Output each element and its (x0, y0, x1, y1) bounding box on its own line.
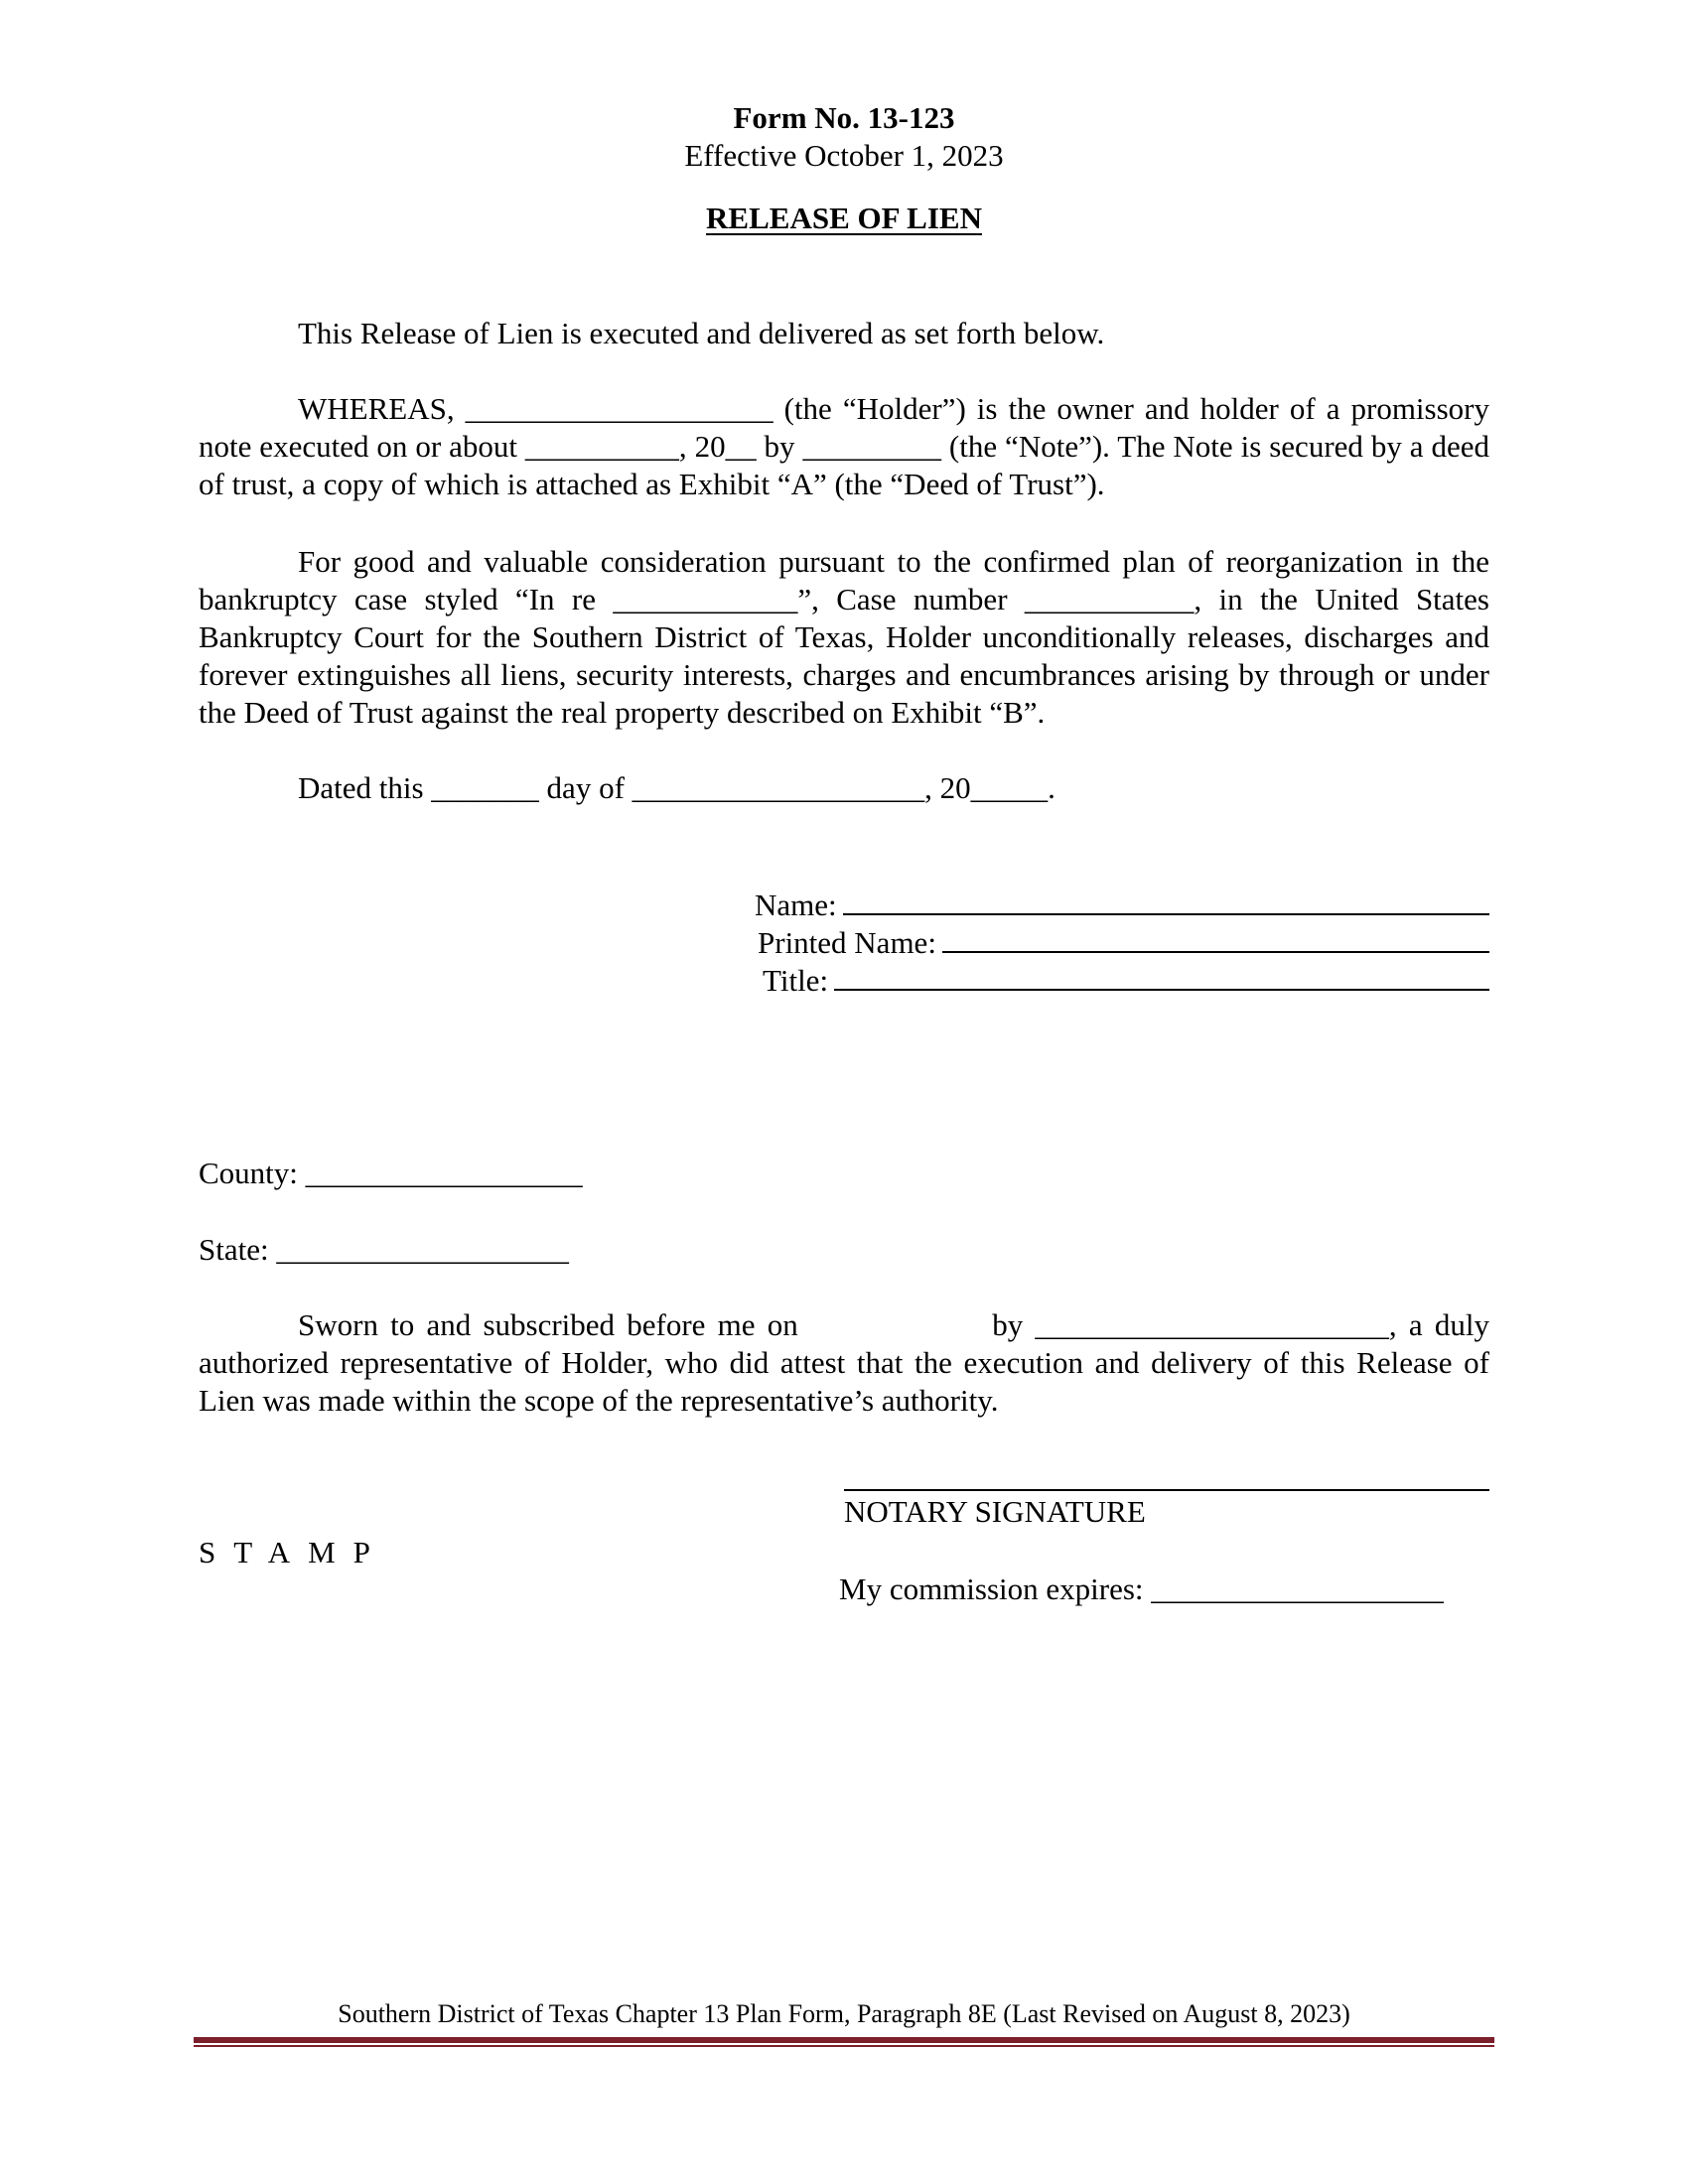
form-number: Form No. 13-123 (733, 100, 955, 135)
footer-rule-thin (194, 2045, 1494, 2047)
printed-name-field[interactable] (942, 925, 1489, 953)
sworn-text: Sworn to and subscribed before me on by _______________________, a duly authorized representative of Holder, who did attest that the execution and delivery of this Release of Lien was made within the scope of the representative’s authority. (199, 1307, 1497, 1418)
dated-text: Dated this _______ day of ___________________, 20_____. (298, 770, 1055, 805)
document-title: RELEASE OF LIEN (706, 201, 982, 235)
notary-signature-label: NOTARY SIGNATURE (844, 1494, 1146, 1529)
name-label: Name: (755, 887, 837, 922)
whereas-text: WHEREAS, ____________________ (the “Holder”) is the owner and holder of a promissory note executed on or about __________, 20__ by _________ (the “Note”). The Note is secured by a deed of trust, a copy of which is attached as Exhibit “A” (the “Deed of Trust”). (199, 391, 1489, 501)
title-row (763, 962, 1489, 1000)
county-field[interactable]: County: __________________ (199, 1156, 583, 1190)
dated-line (199, 769, 1489, 807)
title-field[interactable] (834, 963, 1489, 991)
release-text: For good and valuable consideration pursuant to the confirmed plan of reorganization in the bankruptcy case styled “In re ____________”, Case number ___________, in the United States Bankruptcy Court for the Southern District of Texas, Holder unconditionally releases, discharges and forever extinguishes all liens, security interests, charges and encumbrances arising by through or under the Deed of Trust against the real property described on Exhibit “B”. (199, 544, 1489, 730)
footer-rule (194, 2037, 1494, 2043)
intro-paragraph (199, 315, 1489, 352)
state-field[interactable]: State: ___________________ (199, 1232, 569, 1267)
sworn-paragraph (199, 1306, 1497, 1420)
printed-name-row (758, 924, 1489, 962)
stamp-label: STAMP (199, 1535, 388, 1570)
intro-text: This Release of Lien is executed and delivered as set forth below. (298, 316, 1105, 350)
notary-signature-line[interactable] (844, 1489, 1489, 1491)
signature-name-row (755, 887, 1489, 924)
footer-text: Southern District of Texas Chapter 13 Plan Form, Paragraph 8E (Last Revised on August 8, 2023) (338, 1999, 1350, 2028)
whereas-paragraph (199, 390, 1489, 503)
name-field[interactable] (843, 887, 1489, 915)
printed-name-label: Printed Name: (758, 925, 936, 960)
effective-date: Effective October 1, 2023 (684, 138, 1004, 173)
commission-expires[interactable]: My commission expires: ___________________ (839, 1571, 1444, 1606)
release-paragraph (199, 543, 1489, 732)
title-label: Title: (763, 963, 829, 998)
